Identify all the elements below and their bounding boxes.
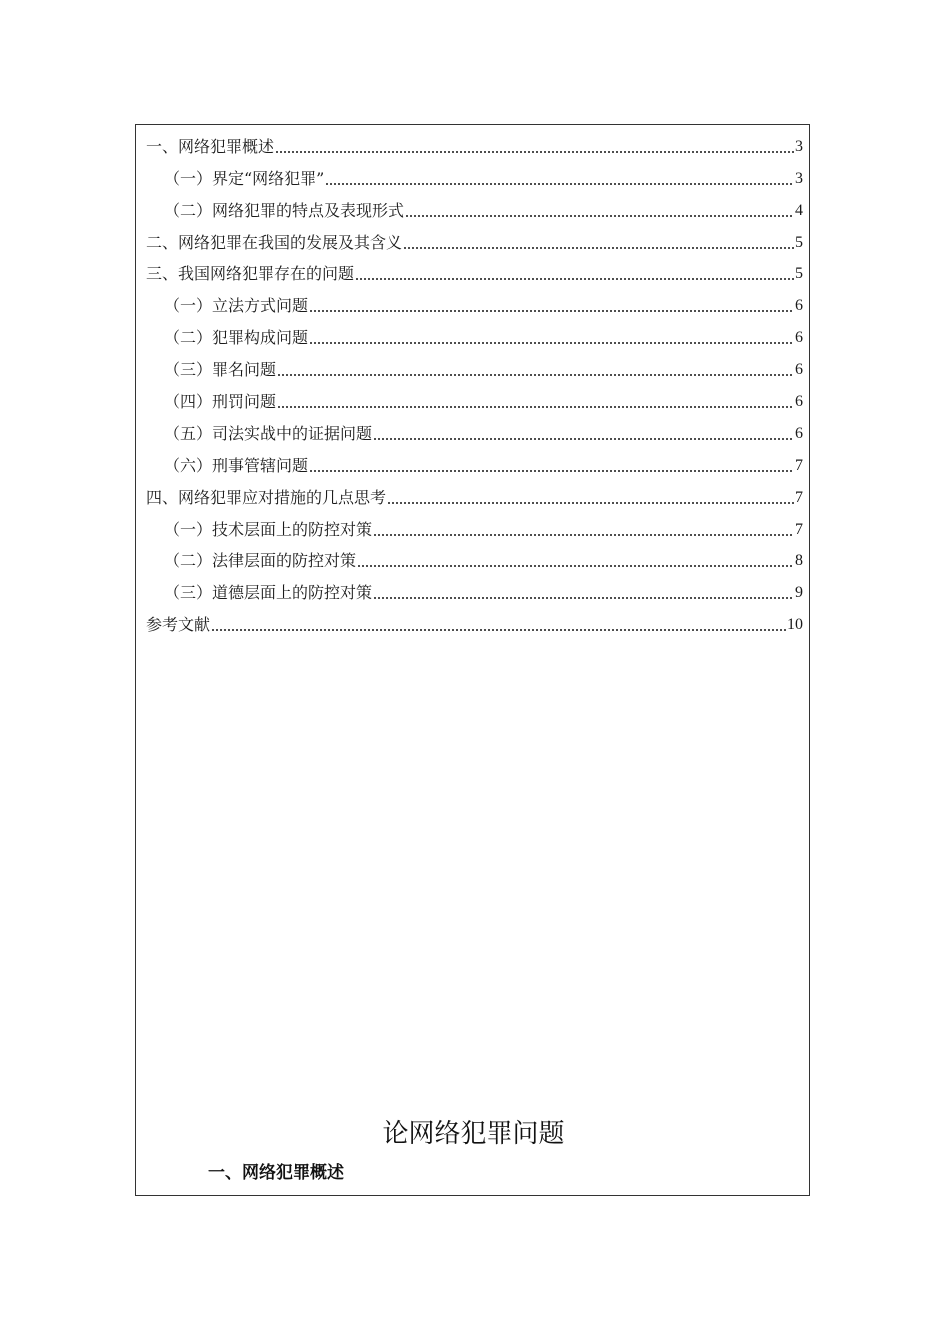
toc-entry-title: （三）罪名问题 — [164, 360, 277, 380]
toc-entry-title: 一、网络犯罪概述 — [146, 136, 275, 156]
toc-dot-leader — [357, 565, 794, 567]
toc-dot-leader — [211, 629, 786, 631]
toc-entry-title: 参考文献 — [146, 615, 211, 635]
toc-entry[interactable] — [146, 571, 803, 603]
toc-entry[interactable] — [146, 380, 803, 412]
toc-dot-leader — [405, 215, 794, 217]
toc-entry[interactable] — [146, 603, 803, 635]
toc-entry-title: （一）立法方式问题 — [164, 296, 309, 316]
toc-dot-leader — [309, 470, 794, 472]
toc-entry-title: （二）网络犯罪的特点及表现形式 — [164, 200, 405, 220]
toc-entry-title: （二）法律层面的防控对策 — [164, 551, 357, 571]
toc-page-number: 10 — [787, 616, 803, 634]
toc-page-number: 6 — [795, 361, 803, 379]
toc-entry[interactable] — [146, 412, 803, 444]
toc-entry-title: 四、网络犯罪应对措施的几点思考 — [146, 487, 387, 507]
toc-page-number: 9 — [795, 584, 803, 602]
toc-entry-title: （三）道德层面上的防控对策 — [164, 583, 373, 603]
toc-dot-leader — [309, 310, 794, 312]
section-heading: 一、网络犯罪概述 — [208, 1163, 344, 1183]
toc-page-number: 5 — [795, 265, 803, 283]
toc-entry-title: 三、我国网络犯罪存在的问题 — [146, 264, 355, 284]
toc-page-number: 7 — [795, 520, 803, 538]
toc-page-number: 4 — [795, 201, 803, 219]
toc-dot-leader — [403, 247, 794, 249]
toc-page-number: 3 — [795, 169, 803, 187]
toc-dot-leader — [373, 597, 794, 599]
toc-entry[interactable] — [146, 508, 803, 540]
toc-page-number: 7 — [795, 488, 803, 506]
toc-entry[interactable] — [146, 540, 803, 572]
toc-page-number: 7 — [795, 456, 803, 474]
page-frame — [135, 124, 810, 1196]
toc-dot-leader — [325, 183, 794, 185]
toc-entry[interactable] — [146, 253, 803, 285]
toc-dot-leader — [275, 151, 794, 153]
toc-entry[interactable] — [146, 157, 803, 189]
toc-entry-title: 二、网络犯罪在我国的发展及其含义 — [146, 232, 403, 252]
toc-entry-title: （一）技术层面上的防控对策 — [164, 519, 373, 539]
toc-page-number: 6 — [795, 329, 803, 347]
toc-entry-title: （六）刑事管辖问题 — [164, 455, 309, 475]
toc-entry[interactable] — [146, 444, 803, 476]
toc-entry[interactable] — [146, 125, 803, 157]
toc-entry[interactable] — [146, 476, 803, 508]
toc-dot-leader — [277, 374, 794, 376]
toc-page-number: 5 — [795, 233, 803, 251]
toc-entry[interactable] — [146, 284, 803, 316]
toc-dot-leader — [373, 534, 794, 536]
toc-entry-title: （四）刑罚问题 — [164, 392, 277, 412]
toc-page-number: 8 — [795, 552, 803, 570]
toc-dot-leader — [355, 278, 794, 280]
toc-page-number: 3 — [795, 137, 803, 155]
toc-dot-leader — [277, 406, 794, 408]
toc-entry[interactable] — [146, 348, 803, 380]
toc-entry[interactable] — [146, 221, 803, 253]
toc-dot-leader — [387, 502, 794, 504]
toc-entry-title: （五）司法实战中的证据问题 — [164, 423, 373, 443]
table-of-contents — [146, 125, 803, 635]
toc-page-number: 6 — [795, 393, 803, 411]
toc-dot-leader — [373, 438, 794, 440]
toc-page-number: 6 — [795, 297, 803, 315]
toc-entry[interactable] — [146, 189, 803, 221]
toc-entry-title: （二）犯罪构成问题 — [164, 328, 309, 348]
document-title: 论网络犯罪问题 — [382, 1119, 565, 1149]
toc-page-number: 6 — [795, 424, 803, 442]
toc-dot-leader — [309, 342, 794, 344]
toc-entry-title: （一）界定“网络犯罪” — [164, 168, 325, 188]
toc-entry[interactable] — [146, 316, 803, 348]
